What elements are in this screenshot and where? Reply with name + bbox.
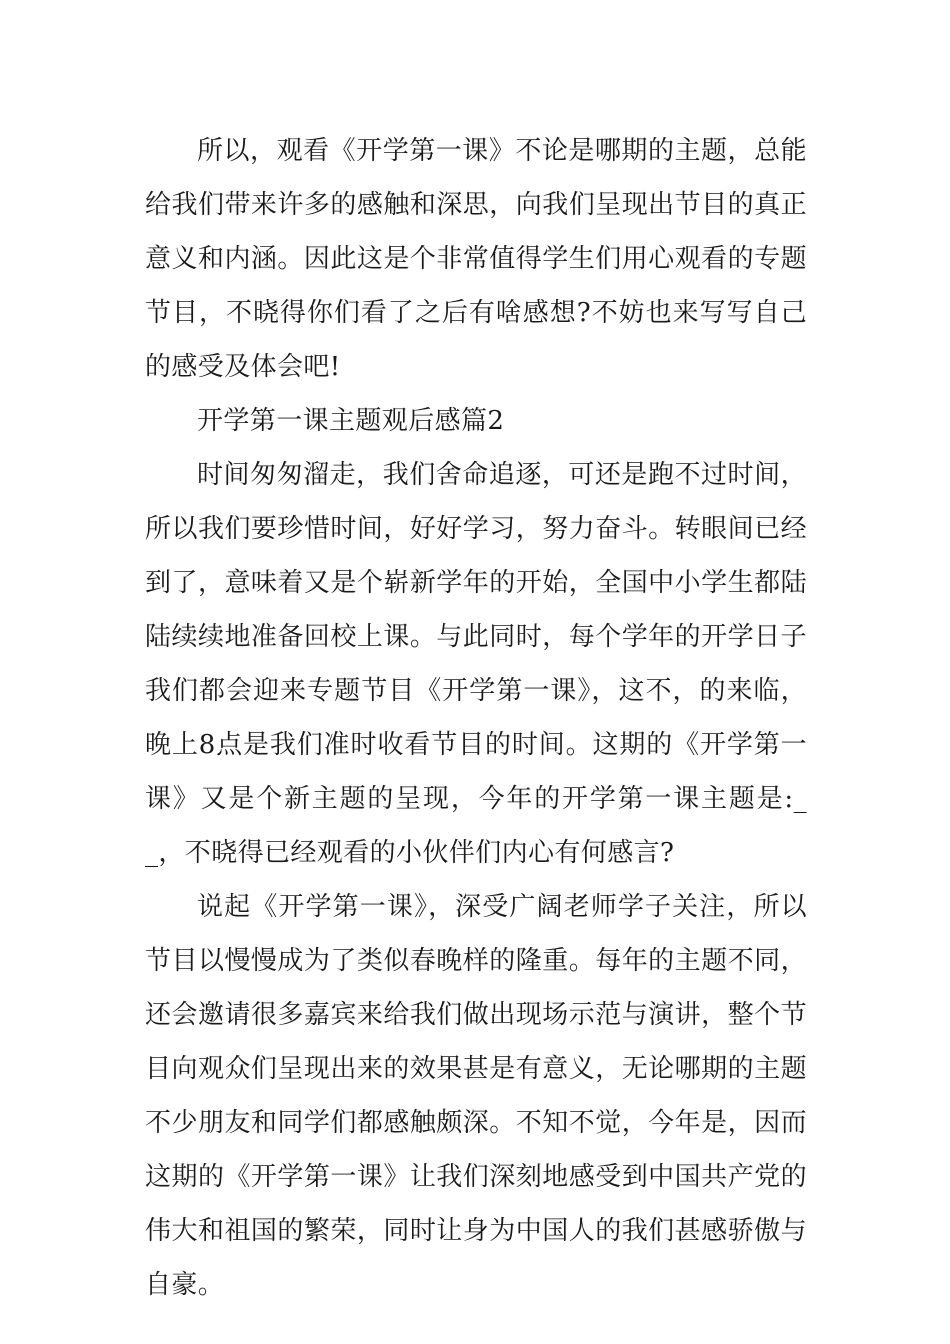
document-body [145,124,807,1312]
paragraph-program: 说起《开学第一课》，深受广阔老师学子关注，所以节目以慢慢成为了类似春晚样的隆重。每年的主题不同，还会邀请很多嘉宾来给我们做出现场示范与演讲，整个节目向观众们呈现出来的效果甚是有意义，无论哪期的主题不少朋友和同学们都感触颇深。不知不觉，今年是，因而这期的《开学第一课》让我们深刻地感受到中国共产党的伟大和祖国的繁荣，同时让身为中国人的我们甚感骄傲与自豪。 [145,892,807,1300]
section-heading: 开学第一课主题观后感篇2 [197,406,505,436]
paragraph-time: 时间匆匆溜走，我们舍命追逐，可还是跑不过时间，所以我们要珍惜时间，好好学习，努力奋斗。转眼间已经到了，意味着又是个崭新学年的开始，全国中小学生都陆陆续续地准备回校上课。与此同时，每个学年的开学日子我们都会迎来专题节目《开学第一课》，这不，的来临，晚上8点是我们准时收看节目的时间。这期的《开学第一课》又是个新主题的呈现，今年的开学第一课主题是:__，不晓得已经观看的小伙伴们内心有何感言? [145,460,807,868]
paragraph-intro: 所以，观看《开学第一课》不论是哪期的主题，总能给我们带来许多的感触和深思，向我们呈现出节目的真正意义和内涵。因此这是个非常值得学生们用心观看的专题节目，不晓得你们看了之后有啥感想?不妨也来写写自己的感受及体会吧! [145,136,807,382]
